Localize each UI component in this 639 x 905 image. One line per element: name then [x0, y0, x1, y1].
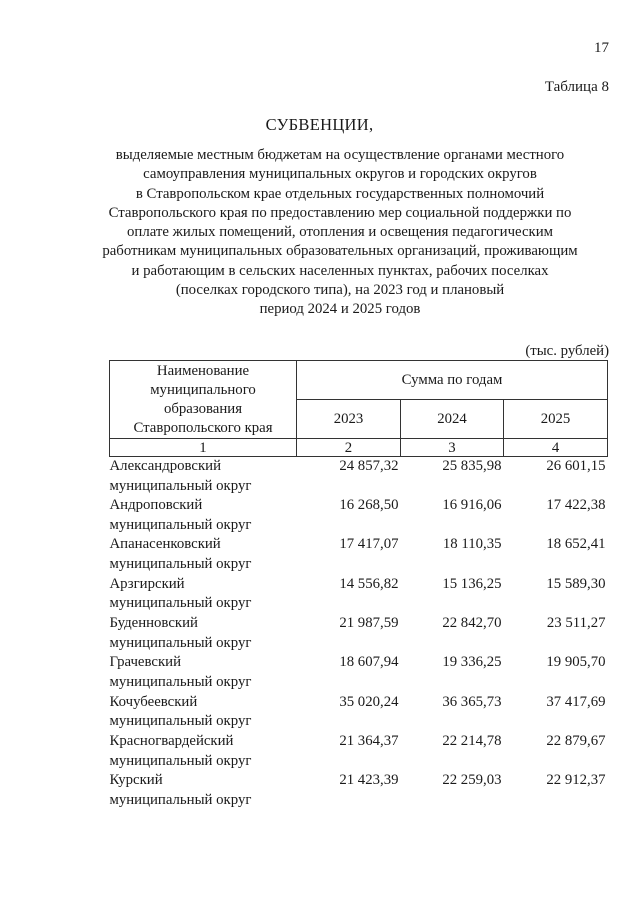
municipality-name-line: Андроповский [109, 497, 203, 514]
amount-cell-2023: 21 364,37 [339, 732, 399, 749]
municipality-name-line: муниципальный округ [109, 791, 252, 808]
table-row [110, 614, 608, 653]
municipality-name-line: муниципальный округ [109, 713, 252, 730]
table-row [110, 457, 608, 497]
municipality-name-line: муниципальный округ [109, 595, 252, 612]
municipality-name-cell [110, 575, 297, 614]
subsidies-table [109, 360, 608, 811]
subtitle-line: Ставропольского края по предоставлению мер социальной поддержки по [108, 204, 572, 221]
table-row [110, 732, 608, 771]
municipality-name-cell [110, 614, 297, 653]
table-caption: Таблица 8 [544, 79, 609, 95]
amount-cell-2025: 17 422,38 [546, 497, 606, 514]
municipality-name-line: Буденновский [109, 615, 198, 632]
sum-by-years-header: Сумма по годам [297, 361, 608, 400]
page-number: 17 [594, 40, 609, 56]
municipality-name-line: муниципальный округ [109, 752, 252, 769]
amount-cell-2024: 18 110,35 [442, 536, 502, 553]
amount-cell-2025: 22 912,37 [546, 772, 606, 789]
municipality-name-line: муниципальный округ [109, 477, 252, 494]
header-line: Ставропольского края [133, 419, 273, 436]
name-column-header [110, 361, 297, 439]
amount-cell-2023: 24 857,32 [339, 458, 399, 474]
municipality-name-line: Арзгирский [109, 575, 185, 592]
municipality-name-line: Александровский [109, 458, 222, 474]
table-row [110, 575, 608, 614]
subtitle-line: самоуправления муниципальных округов и городских округов [143, 166, 537, 183]
amount-cell-2023: 14 556,82 [339, 575, 399, 592]
subtitle-line: в Ставропольском крае отдельных государственных полномочий [135, 185, 545, 202]
column-number: 4 [504, 439, 608, 457]
amount-cell-2024: 22 842,70 [442, 615, 502, 632]
column-number: 3 [401, 439, 504, 457]
amount-cell-2025: 26 601,15 [546, 458, 606, 474]
subtitle-line: работникам муниципальных образовательных организаций, проживающим [102, 243, 578, 260]
amount-cell-2024: 15 136,25 [442, 575, 502, 592]
column-number: 1 [110, 439, 297, 457]
subtitle-line: (поселках городского типа), на 2023 год и плановый [175, 282, 505, 299]
subtitle-line: выделяемые местным бюджетам на осуществление органами местного [115, 147, 565, 163]
amount-cell-2023: 16 268,50 [339, 497, 399, 514]
amount-cell-2024: 25 835,98 [442, 458, 502, 474]
table-row [110, 693, 608, 732]
municipality-name-line: Красногвардейский [109, 732, 234, 749]
municipality-name-cell [110, 496, 297, 535]
municipality-name-line: муниципальный округ [109, 516, 252, 533]
table-body [110, 457, 608, 811]
municipality-name-line: муниципальный округ [109, 634, 252, 651]
year-header: 2024 [401, 400, 504, 439]
year-header: 2023 [297, 400, 401, 439]
amount-cell-2024: 36 365,73 [442, 693, 502, 710]
amount-cell-2024: 16 916,06 [442, 497, 502, 514]
subtitle-line: и работающим в сельских населенных пунктах, рабочих поселках [131, 262, 549, 279]
header-line: Наименование [156, 362, 250, 379]
municipality-name-line: Грачевский [109, 654, 181, 671]
municipality-name-cell [110, 693, 297, 732]
header-line: образования [163, 400, 243, 417]
amount-cell-2025: 22 879,67 [546, 732, 606, 749]
amount-cell-2024: 22 259,03 [442, 772, 502, 789]
municipality-name-cell [110, 457, 297, 497]
amount-cell-2025: 23 511,27 [546, 615, 606, 632]
amount-cell-2023: 17 417,07 [339, 536, 399, 553]
units-label: (тыс. рублей) [525, 343, 609, 359]
municipality-name-line: Апанасенковский [109, 536, 221, 553]
amount-cell-2025: 19 905,70 [546, 654, 606, 671]
municipality-name-cell [110, 653, 297, 692]
municipality-name-line: муниципальный округ [109, 673, 252, 690]
municipality-name-line: муниципальный округ [109, 556, 252, 573]
amount-cell-2025: 18 652,41 [546, 536, 606, 553]
amount-cell-2023: 21 423,39 [339, 772, 399, 789]
year-header: 2025 [504, 400, 608, 439]
table-row [110, 771, 608, 810]
amount-cell-2025: 15 589,30 [546, 575, 606, 592]
amount-cell-2024: 22 214,78 [442, 732, 502, 749]
amount-cell-2025: 37 417,69 [546, 693, 606, 710]
amount-cell-2023: 35 020,24 [339, 693, 399, 710]
table-row [110, 496, 608, 535]
municipality-name-cell [110, 535, 297, 574]
municipality-name-cell [110, 732, 297, 771]
municipality-name-line: Кочубеевский [109, 693, 198, 710]
amount-cell-2023: 21 987,59 [339, 615, 399, 632]
subtitle-line: период 2024 и 2025 годов [259, 301, 421, 318]
table-row [110, 535, 608, 574]
header-line: муниципального [150, 381, 256, 398]
municipality-name-cell [110, 771, 297, 810]
document-title: СУБВЕНЦИИ, [265, 115, 374, 134]
municipality-name-line: Курский [109, 772, 163, 789]
amount-cell-2023: 18 607,94 [339, 654, 399, 671]
subtitle-line: оплате жилых помещений, отопления и освещения педагогическим [127, 224, 553, 241]
column-number: 2 [297, 439, 401, 457]
document-subtitle [80, 146, 600, 320]
amount-cell-2024: 19 336,25 [442, 654, 502, 671]
table-row [110, 653, 608, 692]
